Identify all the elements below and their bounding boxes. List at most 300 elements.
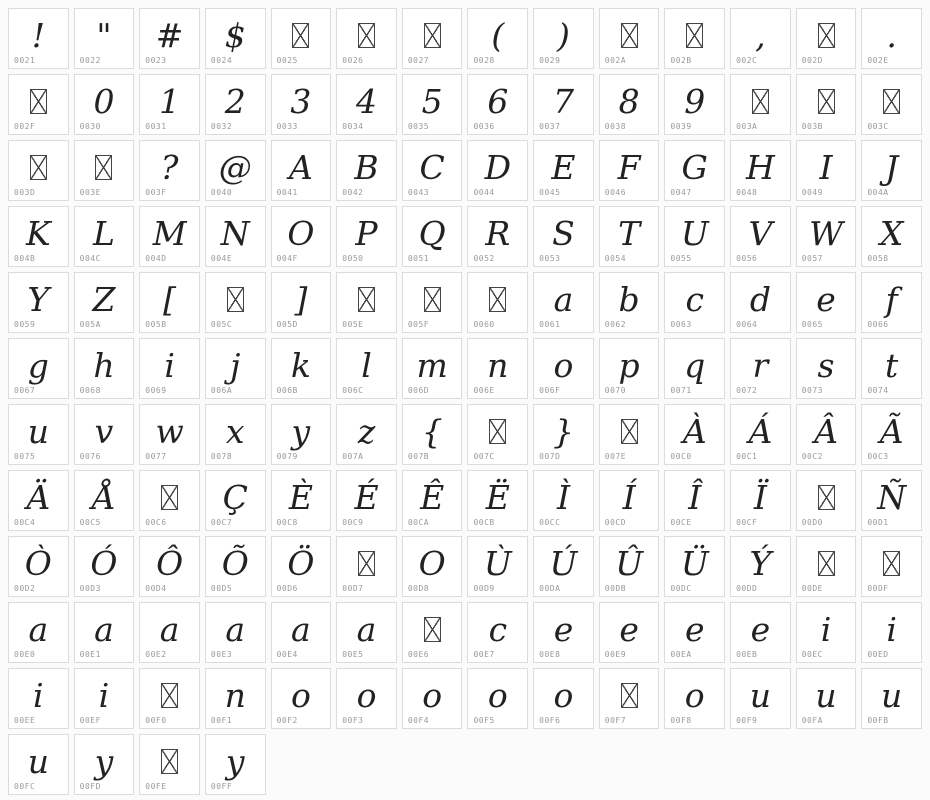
glyph-cell-0070[interactable]	[599, 338, 660, 399]
codepoint-label: 00D7	[342, 584, 364, 593]
glyph-cell-00C5[interactable]	[74, 470, 135, 531]
glyph-cell-0051[interactable]	[402, 206, 463, 267]
glyph-cell-00D9[interactable]	[467, 536, 528, 597]
glyph-cell-00F1[interactable]	[205, 668, 266, 729]
missing-glyph-icon	[95, 155, 112, 180]
codepoint-label: 0076	[79, 452, 101, 461]
glyph-cell-00DB[interactable]	[599, 536, 660, 597]
glyph-cell-00F7[interactable]	[599, 668, 660, 729]
glyph-cell-00C3[interactable]	[861, 404, 922, 465]
glyph-preview: Ó	[90, 543, 118, 583]
glyph-cell-0044[interactable]	[467, 140, 528, 201]
codepoint-label: 0063	[670, 320, 692, 329]
glyph-cell-0078[interactable]	[205, 404, 266, 465]
codepoint-label: 00E8	[539, 650, 561, 659]
glyph-cell-0075[interactable]	[8, 404, 69, 465]
glyph-preview: F	[617, 147, 641, 187]
glyph-cell-00D0[interactable]	[796, 470, 857, 531]
glyph-preview: ,	[755, 15, 766, 55]
glyph-cell-004B[interactable]	[8, 206, 69, 267]
glyph-cell-00C6[interactable]	[139, 470, 200, 531]
glyph-cell-00E2[interactable]	[139, 602, 200, 663]
glyph-cell-00EC[interactable]	[796, 602, 857, 663]
codepoint-label: 0074	[867, 386, 889, 395]
glyph-cell-00FD[interactable]	[74, 734, 135, 795]
glyph-cell-00CF[interactable]	[730, 470, 791, 531]
glyph-cell-002B[interactable]	[664, 8, 725, 69]
glyph-cell-00FC[interactable]	[8, 734, 69, 795]
glyph-cell-005C[interactable]	[205, 272, 266, 333]
glyph-cell-003C[interactable]	[861, 74, 922, 135]
glyph-cell-0077[interactable]	[139, 404, 200, 465]
glyph-cell-002D[interactable]	[796, 8, 857, 69]
glyph-cell-0059[interactable]	[8, 272, 69, 333]
glyph-preview: a	[94, 609, 114, 649]
glyph-cell-005F[interactable]	[402, 272, 463, 333]
glyph-cell-0054[interactable]	[599, 206, 660, 267]
codepoint-label: 00E9	[604, 650, 627, 659]
glyph-preview: }	[552, 411, 574, 451]
glyph-preview: T	[618, 213, 641, 253]
glyph-cell-006A[interactable]	[205, 338, 266, 399]
glyph-cell-00C0[interactable]	[664, 404, 725, 465]
glyph-cell-00E6[interactable]	[402, 602, 463, 663]
codepoint-label: 0021	[14, 56, 36, 65]
glyph-cell-005E[interactable]	[336, 272, 397, 333]
codepoint-label: 005B	[145, 320, 167, 329]
glyph-preview: L	[93, 213, 115, 253]
glyph-cell-006D[interactable]	[402, 338, 463, 399]
glyph-preview: [	[163, 279, 177, 319]
glyph-cell-002C[interactable]	[730, 8, 791, 69]
codepoint-label: 0059	[14, 320, 36, 329]
glyph-preview: o	[422, 675, 443, 715]
codepoint-label: 0033	[276, 122, 298, 131]
glyph-preview: 5	[421, 81, 443, 121]
codepoint-label: 00E1	[79, 650, 101, 659]
codepoint-label: 0055	[670, 254, 692, 263]
codepoint-label: 005A	[79, 320, 101, 329]
glyph-cell-00E8[interactable]	[533, 602, 594, 663]
glyph-cell-00D1[interactable]	[861, 470, 922, 531]
glyph-cell-0049[interactable]	[796, 140, 857, 201]
glyph-preview: Î	[688, 477, 702, 517]
glyph-preview: q	[684, 345, 706, 385]
glyph-cell-00C4[interactable]	[8, 470, 69, 531]
codepoint-label: 0051	[407, 254, 430, 263]
glyph-cell-00D3[interactable]	[74, 536, 135, 597]
glyph-cell-0039[interactable]	[664, 74, 725, 135]
glyph-preview: Ù	[483, 543, 512, 583]
glyph-cell-00E1[interactable]	[74, 602, 135, 663]
glyph-cell-00FA[interactable]	[796, 668, 857, 729]
glyph-preview: Í	[622, 477, 636, 517]
codepoint-label: 00C6	[145, 518, 167, 527]
glyph-cell-00DE[interactable]	[796, 536, 857, 597]
glyph-cell-007A[interactable]	[336, 404, 397, 465]
glyph-cell-004E[interactable]	[205, 206, 266, 267]
missing-glyph-icon	[883, 89, 900, 114]
glyph-preview: G	[681, 147, 708, 187]
codepoint-label: 00CA	[407, 518, 430, 527]
glyph-cell-0036[interactable]	[467, 74, 528, 135]
missing-glyph-icon	[818, 485, 835, 510]
glyph-cell-003B[interactable]	[796, 74, 857, 135]
glyph-preview: u	[27, 741, 49, 781]
glyph-cell-005D[interactable]	[271, 272, 332, 333]
glyph-cell-003A[interactable]	[730, 74, 791, 135]
glyph-preview: Õ	[221, 543, 249, 583]
glyph-preview: a	[159, 609, 180, 649]
codepoint-label: 006D	[407, 386, 430, 395]
glyph-preview: Ï	[753, 477, 767, 517]
glyph-preview: K	[25, 213, 51, 253]
glyph-cell-004C[interactable]	[74, 206, 135, 267]
glyph-cell-0065[interactable]	[796, 272, 857, 333]
glyph-preview: )	[557, 15, 570, 55]
glyph-cell-00F9[interactable]	[730, 668, 791, 729]
glyph-cell-00E5[interactable]	[336, 602, 397, 663]
glyph-cell-005A[interactable]	[74, 272, 135, 333]
glyph-preview: k	[290, 345, 311, 385]
glyph-cell-0046[interactable]	[599, 140, 660, 201]
glyph-cell-00EA[interactable]	[664, 602, 725, 663]
codepoint-label: 0068	[79, 386, 101, 395]
glyph-cell-00EF[interactable]	[74, 668, 135, 729]
missing-glyph-icon	[818, 23, 835, 48]
glyph-cell-00FF[interactable]	[205, 734, 266, 795]
glyph-cell-00DF[interactable]	[861, 536, 922, 597]
glyph-preview: J	[885, 147, 899, 187]
glyph-preview: m	[416, 345, 448, 385]
glyph-cell-0025[interactable]	[271, 8, 332, 69]
glyph-cell-005B[interactable]	[139, 272, 200, 333]
glyph-cell-0041[interactable]	[271, 140, 332, 201]
glyph-cell-0034[interactable]	[336, 74, 397, 135]
missing-glyph-icon	[621, 23, 638, 48]
glyph-cell-00CD[interactable]	[599, 470, 660, 531]
codepoint-label: 0050	[342, 254, 364, 263]
glyph-cell-007B[interactable]	[402, 404, 463, 465]
codepoint-label: 00D2	[14, 584, 36, 593]
glyph-cell-0038[interactable]	[599, 74, 660, 135]
glyph-cell-006C[interactable]	[336, 338, 397, 399]
glyph-cell-00E9[interactable]	[599, 602, 660, 663]
glyph-cell-0073[interactable]	[796, 338, 857, 399]
glyph-cell-007C[interactable]	[467, 404, 528, 465]
glyph-cell-0037[interactable]	[533, 74, 594, 135]
codepoint-label: 00F9	[736, 716, 758, 725]
glyph-cell-0040[interactable]	[205, 140, 266, 201]
codepoint-label: 004D	[145, 254, 167, 263]
codepoint-label: 006B	[276, 386, 298, 395]
codepoint-label: 00C2	[801, 452, 823, 461]
glyph-preview: 6	[487, 81, 509, 121]
glyph-cell-0058[interactable]	[861, 206, 922, 267]
glyph-cell-0055[interactable]	[664, 206, 725, 267]
glyph-preview: g	[27, 345, 49, 385]
glyph-preview: i	[164, 345, 175, 385]
glyph-cell-00E7[interactable]	[467, 602, 528, 663]
glyph-preview: 1	[159, 81, 181, 121]
glyph-cell-00C1[interactable]	[730, 404, 791, 465]
codepoint-label: 00EF	[79, 716, 101, 725]
glyph-cell-002E[interactable]	[861, 8, 922, 69]
glyph-cell-004A[interactable]	[861, 140, 922, 201]
glyph-cell-0022[interactable]	[74, 8, 135, 69]
glyph-cell-0028[interactable]	[467, 8, 528, 69]
missing-glyph-icon	[358, 23, 375, 48]
codepoint-label: 0030	[79, 122, 101, 131]
glyph-cell-003F[interactable]	[139, 140, 200, 201]
glyph-cell-00D5[interactable]	[205, 536, 266, 597]
glyph-cell-0021[interactable]	[8, 8, 69, 69]
glyph-cell-00F0[interactable]	[139, 668, 200, 729]
codepoint-label: 00EE	[14, 716, 36, 725]
missing-glyph-icon	[161, 683, 178, 708]
glyph-cell-0072[interactable]	[730, 338, 791, 399]
codepoint-label: 00CE	[670, 518, 692, 527]
codepoint-label: 0025	[276, 56, 298, 65]
glyph-cell-0042[interactable]	[336, 140, 397, 201]
glyph-cell-0053[interactable]	[533, 206, 594, 267]
codepoint-label: 00C5	[79, 518, 101, 527]
missing-glyph-icon	[30, 89, 47, 114]
codepoint-label: 0056	[736, 254, 758, 263]
codepoint-label: 0061	[539, 320, 561, 329]
glyph-preview: b	[618, 279, 640, 319]
glyph-cell-0045[interactable]	[533, 140, 594, 201]
codepoint-label: 006F	[539, 386, 561, 395]
glyph-preview: H	[745, 147, 775, 187]
codepoint-label: 00DC	[670, 584, 692, 593]
glyph-cell-0056[interactable]	[730, 206, 791, 267]
codepoint-label: 0067	[14, 386, 36, 395]
glyph-cell-0061[interactable]	[533, 272, 594, 333]
codepoint-label: 0057	[801, 254, 823, 263]
glyph-preview: !	[31, 15, 45, 55]
glyph-cell-0062[interactable]	[599, 272, 660, 333]
codepoint-label: 005D	[276, 320, 298, 329]
glyph-cell-0032[interactable]	[205, 74, 266, 135]
codepoint-label: 005E	[342, 320, 364, 329]
glyph-preview: u	[749, 675, 772, 715]
glyph-preview: {	[421, 411, 443, 451]
glyph-preview: .	[886, 15, 897, 55]
codepoint-label: 00FB	[867, 716, 889, 725]
glyph-preview: o	[290, 675, 311, 715]
glyph-cell-0033[interactable]	[271, 74, 332, 135]
missing-glyph-icon	[686, 23, 703, 48]
glyph-preview: Ë	[485, 477, 510, 517]
missing-glyph-icon	[752, 89, 769, 114]
codepoint-label: 00F0	[145, 716, 167, 725]
glyph-cell-007D[interactable]	[533, 404, 594, 465]
codepoint-label: 0062	[604, 320, 627, 329]
glyph-preview: u	[815, 675, 837, 715]
glyph-cell-0071[interactable]	[664, 338, 725, 399]
codepoint-label: 004B	[14, 254, 36, 263]
glyph-preview: "	[96, 15, 112, 55]
glyph-cell-0068[interactable]	[74, 338, 135, 399]
codepoint-label: 0070	[604, 386, 627, 395]
glyph-cell-00DD[interactable]	[730, 536, 791, 597]
glyph-preview: y	[94, 741, 114, 781]
glyph-cell-002F[interactable]	[8, 74, 69, 135]
glyph-cell-0043[interactable]	[402, 140, 463, 201]
glyph-preview: a	[225, 609, 246, 649]
glyph-preview: $	[224, 15, 246, 55]
glyph-preview: c	[685, 279, 704, 319]
glyph-preview: Â	[814, 411, 838, 451]
glyph-cell-00E4[interactable]	[271, 602, 332, 663]
glyph-preview: e	[816, 279, 836, 319]
glyph-cell-003D[interactable]	[8, 140, 69, 201]
glyph-preview: O	[418, 543, 446, 583]
codepoint-label: 00E4	[276, 650, 298, 659]
codepoint-label: 00FF	[210, 782, 233, 791]
glyph-preview: e	[750, 609, 771, 649]
glyph-cell-00CB[interactable]	[467, 470, 528, 531]
glyph-preview: A	[288, 147, 313, 187]
glyph-preview: o	[553, 675, 574, 715]
glyph-cell-00F4[interactable]	[402, 668, 463, 729]
glyph-preview: P	[355, 213, 378, 253]
codepoint-label: 0072	[736, 386, 758, 395]
codepoint-label: 00EC	[801, 650, 823, 659]
glyph-cell-00D2[interactable]	[8, 536, 69, 597]
codepoint-label: 00FD	[79, 782, 101, 791]
glyph-preview: a	[291, 609, 311, 649]
codepoint-label: 00EB	[736, 650, 758, 659]
glyph-cell-00F8[interactable]	[664, 668, 725, 729]
glyph-cell-00EE[interactable]	[8, 668, 69, 729]
codepoint-label: 00FC	[14, 782, 36, 791]
glyph-cell-00C2[interactable]	[796, 404, 857, 465]
glyph-preview: À	[682, 411, 707, 451]
glyph-cell-0048[interactable]	[730, 140, 791, 201]
codepoint-label: 00E3	[210, 650, 233, 659]
glyph-cell-00C9[interactable]	[336, 470, 397, 531]
glyph-cell-0023[interactable]	[139, 8, 200, 69]
glyph-cell-00E0[interactable]	[8, 602, 69, 663]
glyph-cell-0076[interactable]	[74, 404, 135, 465]
glyph-preview: y	[225, 741, 245, 781]
glyph-cell-0079[interactable]	[271, 404, 332, 465]
glyph-cell-00D8[interactable]	[402, 536, 463, 597]
glyph-cell-00D7[interactable]	[336, 536, 397, 597]
glyph-cell-002A[interactable]	[599, 8, 660, 69]
codepoint-label: 00F8	[670, 716, 692, 725]
codepoint-label: 0053	[539, 254, 561, 263]
glyph-cell-0050[interactable]	[336, 206, 397, 267]
glyph-cell-0031[interactable]	[139, 74, 200, 135]
glyph-cell-00EB[interactable]	[730, 602, 791, 663]
glyph-cell-00E3[interactable]	[205, 602, 266, 663]
glyph-cell-0035[interactable]	[402, 74, 463, 135]
glyph-cell-00FE[interactable]	[139, 734, 200, 795]
glyph-cell-006B[interactable]	[271, 338, 332, 399]
codepoint-label: 0027	[407, 56, 430, 65]
glyph-cell-0030[interactable]	[74, 74, 135, 135]
glyph-cell-00F6[interactable]	[533, 668, 594, 729]
glyph-cell-00ED[interactable]	[861, 602, 922, 663]
codepoint-label: 002F	[14, 122, 36, 131]
codepoint-label: 0047	[670, 188, 692, 197]
codepoint-label: 00D1	[867, 518, 889, 527]
glyph-cell-0052[interactable]	[467, 206, 528, 267]
missing-glyph-icon	[292, 23, 309, 48]
glyph-preview: V	[748, 213, 773, 253]
glyph-cell-00C7[interactable]	[205, 470, 266, 531]
codepoint-label: 007E	[604, 452, 627, 461]
glyph-cell-00F3[interactable]	[336, 668, 397, 729]
glyph-cell-0067[interactable]	[8, 338, 69, 399]
codepoint-label: 0034	[342, 122, 364, 131]
glyph-cell-00DA[interactable]	[533, 536, 594, 597]
glyph-preview: 9	[684, 81, 706, 121]
glyph-cell-00C8[interactable]	[271, 470, 332, 531]
glyph-cell-004D[interactable]	[139, 206, 200, 267]
codepoint-label: 0073	[801, 386, 823, 395]
glyph-cell-0060[interactable]	[467, 272, 528, 333]
codepoint-label: 007B	[407, 452, 430, 461]
glyph-cell-0024[interactable]	[205, 8, 266, 69]
glyph-cell-0027[interactable]	[402, 8, 463, 69]
glyph-cell-00CE[interactable]	[664, 470, 725, 531]
codepoint-label: 0028	[473, 56, 495, 65]
glyph-cell-00D4[interactable]	[139, 536, 200, 597]
codepoint-label: 00CB	[473, 518, 495, 527]
codepoint-label: 007A	[342, 452, 364, 461]
glyph-preview: S	[552, 213, 575, 253]
codepoint-label: 004E	[210, 254, 233, 263]
glyph-cell-00F2[interactable]	[271, 668, 332, 729]
glyph-cell-0057[interactable]	[796, 206, 857, 267]
glyph-cell-006E[interactable]	[467, 338, 528, 399]
glyph-cell-0064[interactable]	[730, 272, 791, 333]
glyph-cell-0066[interactable]	[861, 272, 922, 333]
codepoint-label: 0035	[407, 122, 430, 131]
codepoint-label: 005F	[407, 320, 430, 329]
codepoint-label: 00E6	[407, 650, 430, 659]
glyph-cell-00FB[interactable]	[861, 668, 922, 729]
codepoint-label: 00ED	[867, 650, 889, 659]
missing-glyph-icon	[489, 419, 506, 444]
glyph-preview: i	[886, 609, 897, 649]
glyph-cell-003E[interactable]	[74, 140, 135, 201]
glyph-cell-0074[interactable]	[861, 338, 922, 399]
glyph-cell-004F[interactable]	[271, 206, 332, 267]
glyph-cell-00CA[interactable]	[402, 470, 463, 531]
glyph-cell-0026[interactable]	[336, 8, 397, 69]
glyph-cell-00CC[interactable]	[533, 470, 594, 531]
glyph-preview: 4	[356, 81, 378, 121]
codepoint-label: 0024	[210, 56, 233, 65]
glyph-preview: 8	[618, 81, 640, 121]
glyph-cell-006F[interactable]	[533, 338, 594, 399]
glyph-cell-007E[interactable]	[599, 404, 660, 465]
glyph-cell-00F5[interactable]	[467, 668, 528, 729]
glyph-preview: 2	[224, 81, 246, 121]
glyph-cell-00DC[interactable]	[664, 536, 725, 597]
glyph-cell-0047[interactable]	[664, 140, 725, 201]
codepoint-label: 00DA	[539, 584, 561, 593]
glyph-cell-0063[interactable]	[664, 272, 725, 333]
glyph-cell-0069[interactable]	[139, 338, 200, 399]
glyph-cell-0029[interactable]	[533, 8, 594, 69]
glyph-cell-00D6[interactable]	[271, 536, 332, 597]
